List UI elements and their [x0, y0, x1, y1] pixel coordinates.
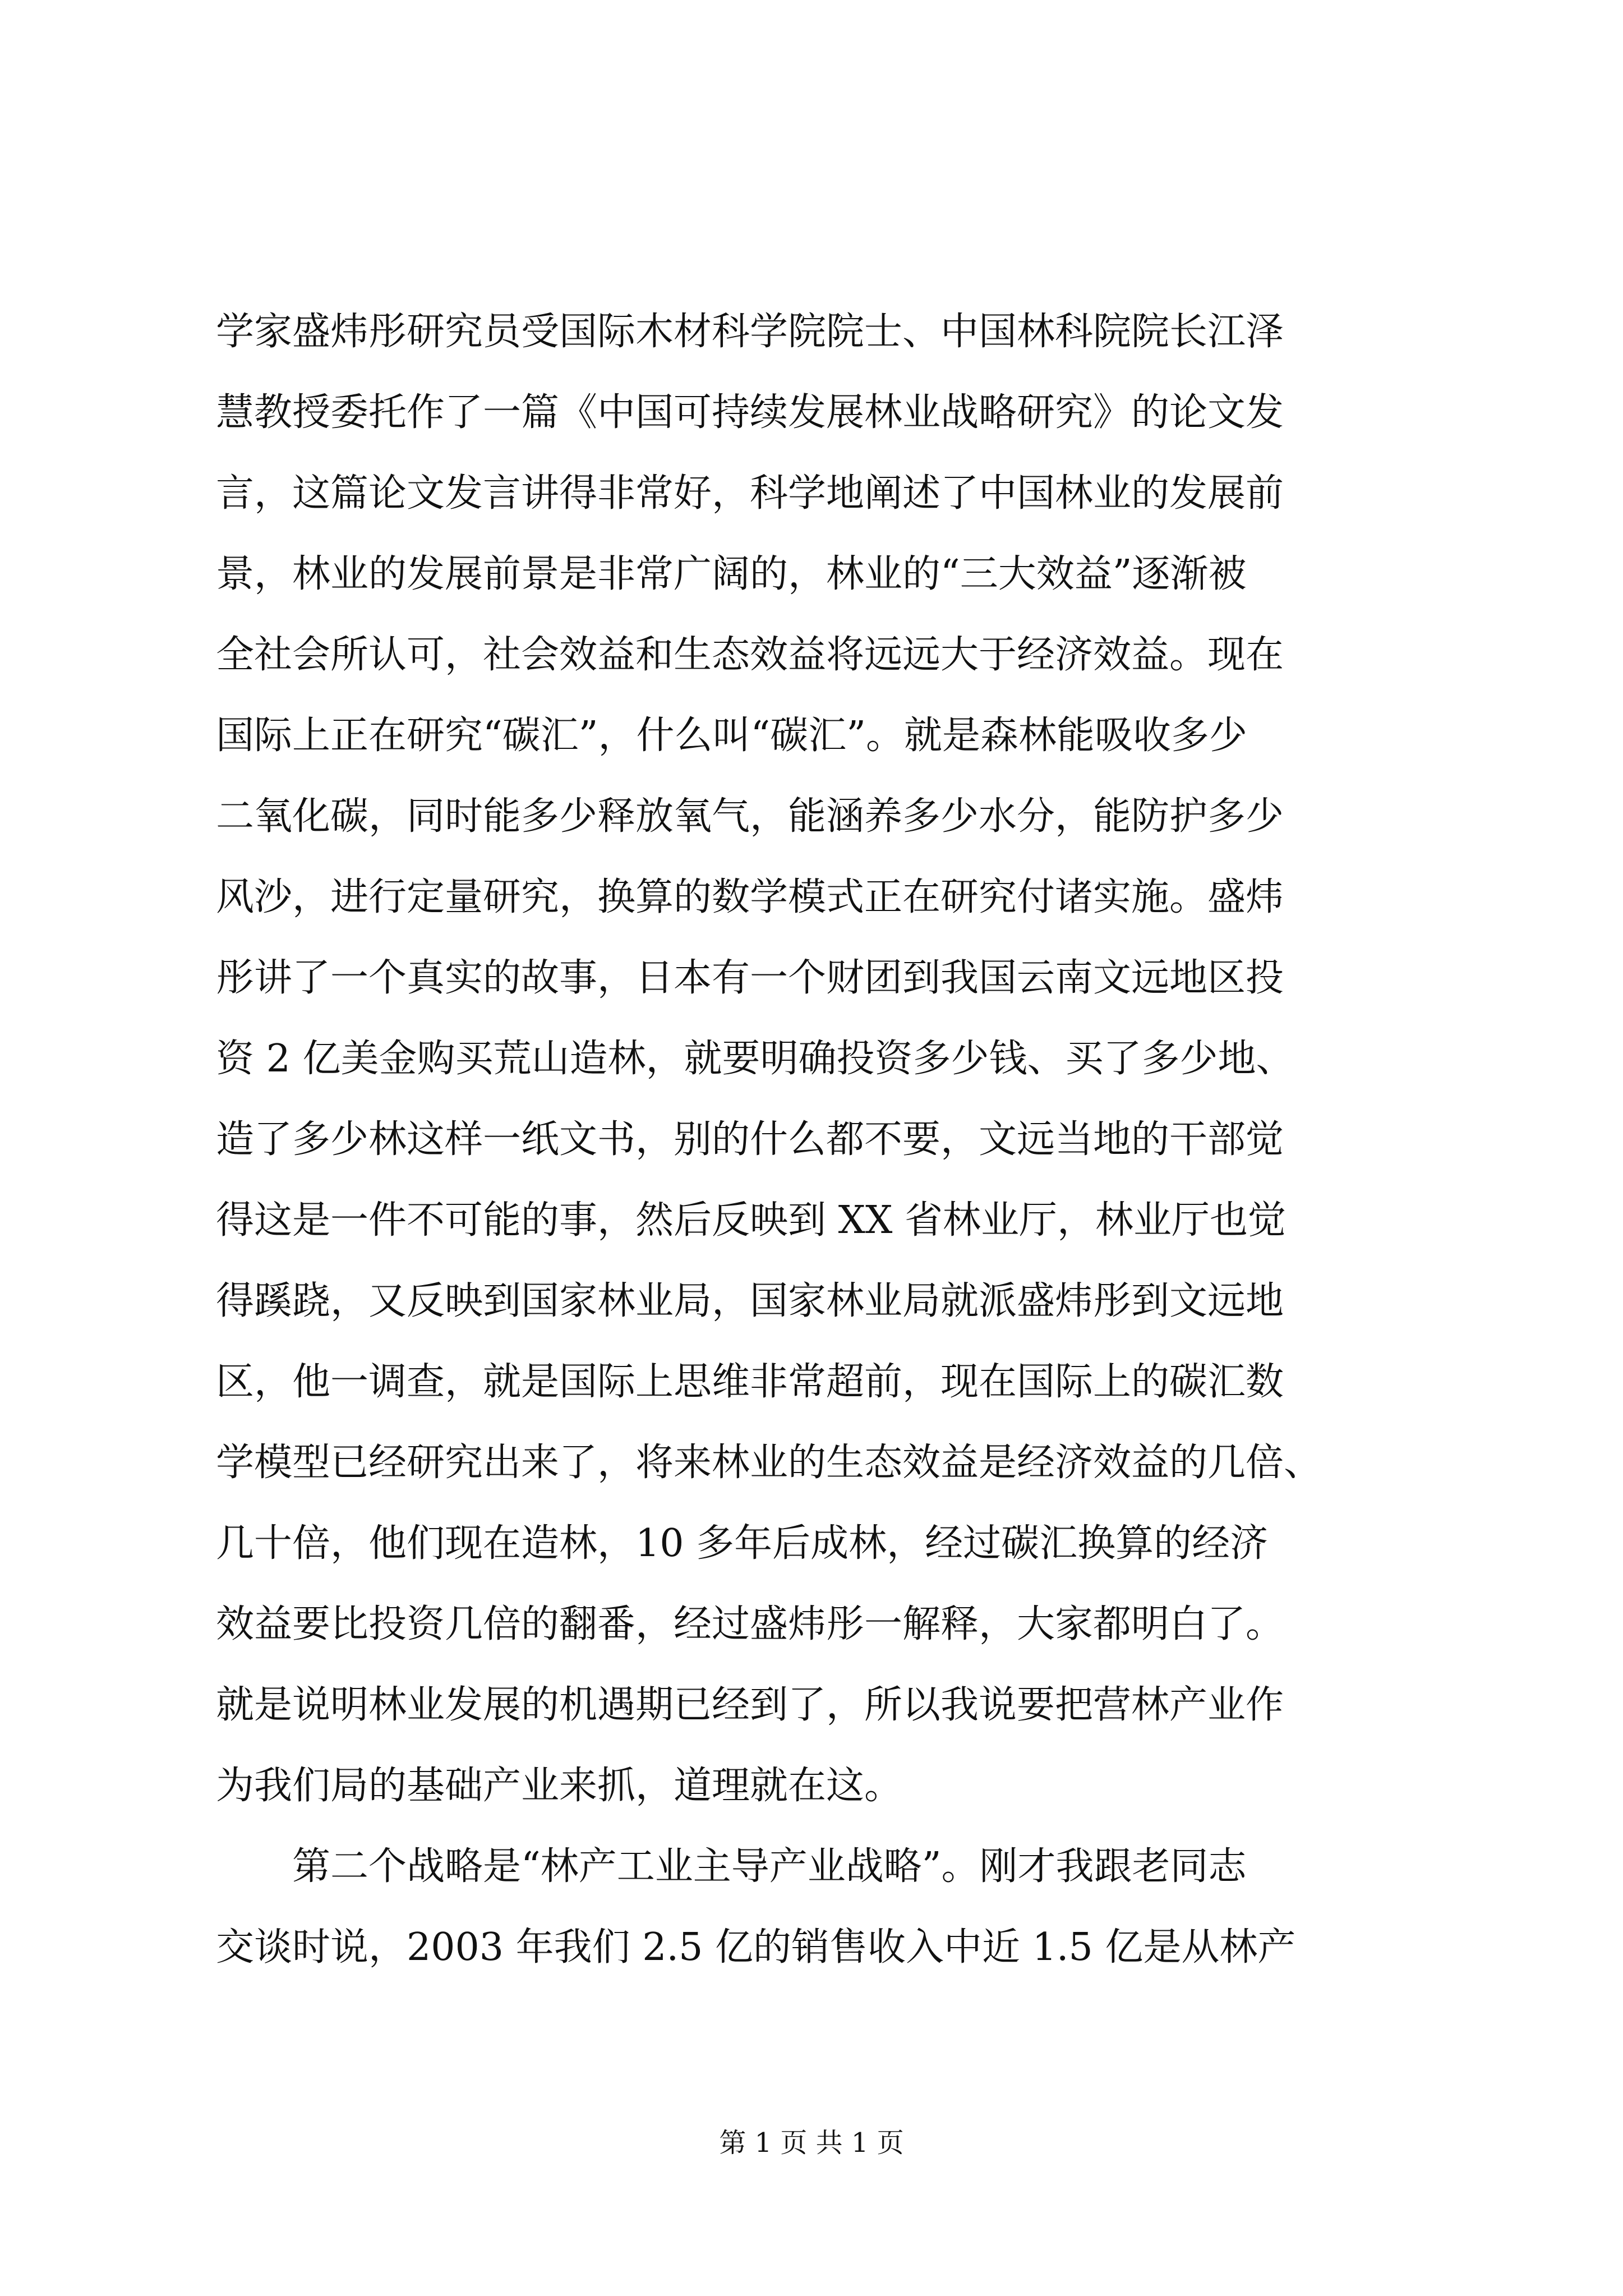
text-line: 区，他一调查，就是国际上思维非常超前，现在国际上的碳汇数 [216, 1360, 1284, 1404]
paragraph-2 [216, 1826, 1410, 1988]
text-line: 得蹊跷，又反映到国家林业局，国家林业局就派盛炜彤到文远地 [216, 1279, 1284, 1323]
text-line: 得这是一件不可能的事，然后反映到 XX 省林业厅，林业厅也觉 [216, 1198, 1287, 1243]
page-footer [0, 2126, 1623, 2160]
text-line: 学模型已经研究出来了，将来林业的生态效益是经济效益的几倍、 [216, 1441, 1322, 1485]
text-line: 交谈时说，2003 年我们 2.5 亿的销售收入中近 1.5 亿是从林产 [216, 1925, 1296, 1970]
page-indicator: 第 1 页 共 1 页 [719, 2127, 904, 2159]
text-line: 学家盛炜彤研究员受国际木材科学院院士、中国林科院院长江泽 [216, 310, 1284, 354]
text-line: 言，这篇论文发言讲得非常好，科学地阐述了中国林业的发展前 [216, 471, 1284, 516]
text-line: 为我们局的基础产业来抓，道理就在这。 [216, 1764, 903, 1808]
paragraph-1 [216, 292, 1410, 1826]
body-text [216, 292, 1410, 1988]
text-line: 造了多少林这样一纸文书，别的什么都不要，文远当地的干部觉 [216, 1117, 1284, 1162]
text-line: 效益要比投资几倍的翻番，经过盛炜彤一解释，大家都明白了。 [216, 1602, 1284, 1646]
text-line: 第二个战略是“林产工业主导产业战略”。刚才我跟老同志 [292, 1844, 1247, 1889]
text-line: 就是说明林业发展的机遇期已经到了，所以我说要把营林产业作 [216, 1683, 1284, 1727]
text-line: 慧教授委托作了一篇《中国可持续发展林业战略研究》的论文发 [216, 390, 1284, 435]
text-line: 彤讲了一个真实的故事，日本有一个财团到我国云南文远地区投 [216, 956, 1284, 1000]
text-line: 资 2 亿美金购买荒山造林，就要明确投资多少钱、买了多少地、 [216, 1037, 1294, 1081]
text-line: 二氧化碳，同时能多少释放氧气，能涵养多少水分，能防护多少 [216, 794, 1284, 839]
text-line: 国际上正在研究“碳汇”，什么叫“碳汇”。就是森林能吸收多少 [216, 714, 1248, 758]
text-line: 风沙，进行定量研究，换算的数学模式正在研究付诸实施。盛炜 [216, 875, 1284, 919]
text-line: 几十倍，他们现在造林，10 多年后成林，经过碳汇换算的经济 [216, 1521, 1269, 1566]
text-line: 全社会所认可，社会效益和生态效益将远远大于经济效益。现在 [216, 633, 1284, 677]
text-line: 景，林业的发展前景是非常广阔的，林业的“三大效益”逐渐被 [216, 552, 1247, 596]
